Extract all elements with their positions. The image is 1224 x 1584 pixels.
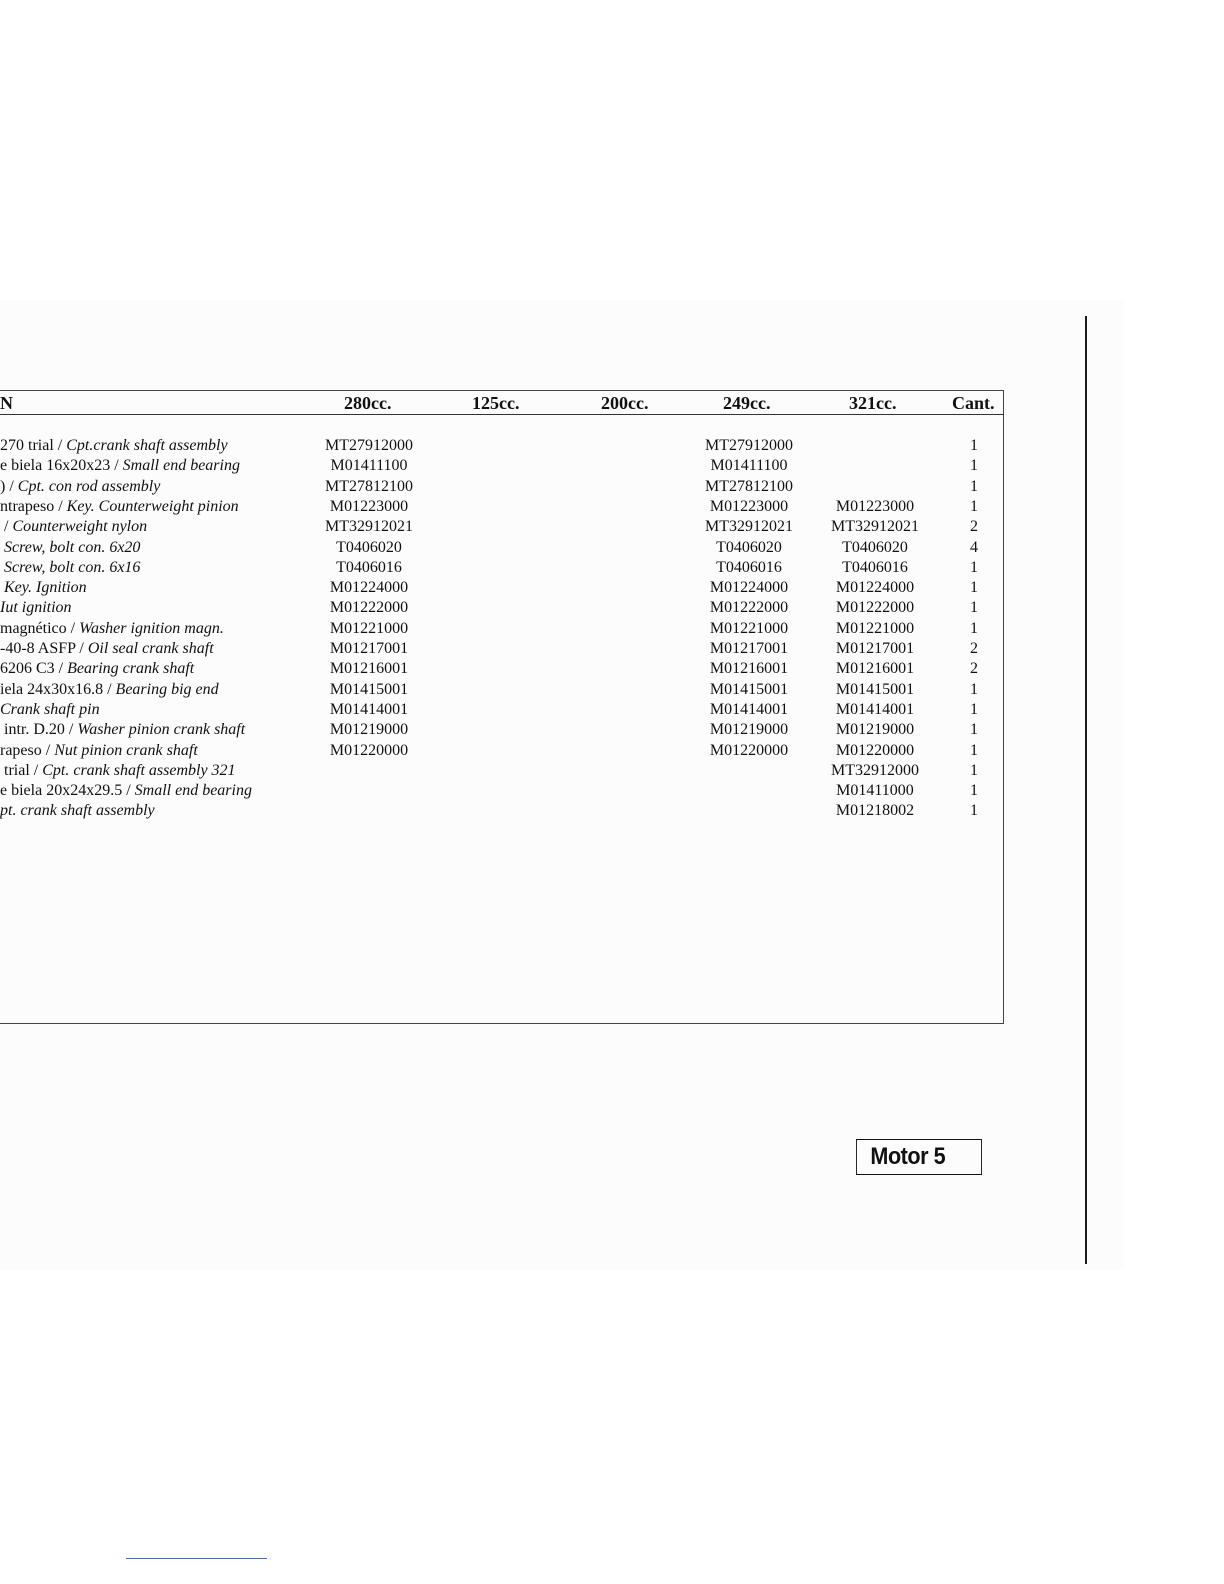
quantity-cell: 1 [970, 579, 978, 597]
table-row [0, 539, 1004, 559]
table-row [0, 762, 1004, 782]
part-number-c321: M01219000 [835, 721, 915, 739]
part-number-c321: T0406016 [842, 558, 908, 576]
part-number-c280: M01220000 [329, 741, 409, 759]
part-number-c321: M01222000 [835, 599, 915, 617]
part-number-c249: M01216001 [709, 660, 789, 678]
part-number-c280: T0406020 [336, 538, 402, 556]
description-english: pt. crank shaft assembly [0, 802, 155, 820]
part-description [0, 660, 300, 678]
table-row [0, 599, 1004, 619]
table-row [0, 802, 1004, 822]
part-description [0, 782, 300, 800]
table-row [0, 457, 1004, 477]
description-english: Crank shaft pin [0, 700, 100, 718]
quantity-cell: 1 [970, 680, 978, 698]
part-number-c321: M01414001 [835, 700, 915, 718]
quantity-cell: 1 [970, 477, 978, 495]
quantity-cell: 2 [970, 660, 978, 678]
table-row [0, 640, 1004, 660]
part-number-c280: M01415001 [329, 680, 409, 698]
description-spanish: e biela 16x20x23 / [0, 457, 123, 475]
part-number-c280: M01217001 [329, 640, 409, 657]
description-english: Cpt. con rod assembly [17, 477, 161, 495]
table-header [0, 392, 1004, 415]
header-321cc: 321cc. [849, 393, 897, 413]
part-number-c249: MT32912021 [705, 518, 793, 536]
description-english: Cpt. crank shaft assembly 321 [42, 761, 236, 779]
part-description [0, 742, 300, 760]
part-number-c249: M01224000 [709, 579, 789, 597]
part-description [0, 681, 300, 699]
table-row [0, 478, 1004, 498]
header-200cc: 200cc. [601, 393, 649, 413]
table-row [0, 620, 1004, 640]
part-number-c280: M01411100 [330, 457, 408, 475]
quantity-cell: 1 [970, 558, 978, 576]
description-spanish: iela 24x30x16.8 / [0, 680, 116, 698]
table-row [0, 559, 1004, 579]
quantity-cell: 1 [970, 761, 978, 779]
quantity-cell: 1 [970, 700, 978, 718]
part-description [0, 457, 300, 475]
part-description [0, 478, 300, 496]
quantity-cell: 1 [970, 741, 978, 759]
table-row [0, 498, 1004, 518]
part-description [0, 802, 300, 820]
quantity-cell: 1 [970, 802, 978, 820]
quantity-cell: 1 [970, 782, 978, 800]
part-number-c321: MT32912000 [831, 761, 919, 779]
quantity-cell: 1 [970, 457, 978, 475]
description-english: Bearing big end [115, 680, 219, 698]
description-english: Bearing crank shaft [67, 660, 195, 678]
table-row [0, 660, 1004, 680]
description-english: Washer ignition magn. [79, 619, 224, 637]
part-description [0, 762, 300, 780]
part-number-c280: M01219000 [329, 721, 409, 739]
description-spanish: ntrapeso / [0, 497, 67, 515]
part-number-c321: M01223000 [835, 497, 915, 515]
quantity-cell: 1 [970, 599, 978, 617]
part-number-c321: M01217001 [835, 640, 915, 657]
part-description [0, 437, 300, 455]
part-number-c321: T0406020 [842, 538, 908, 556]
part-description [0, 620, 300, 638]
part-number-c280: T0406016 [336, 558, 402, 576]
part-number-c280: MT32912021 [325, 518, 413, 536]
description-spanish: intr. D.20 / [0, 721, 78, 739]
part-description [0, 498, 300, 516]
part-number-c280: M01222000 [329, 599, 409, 617]
part-description [0, 559, 300, 577]
part-number-c249: M01223000 [709, 497, 789, 515]
part-number-c249: M01415001 [709, 680, 789, 698]
description-spanish: e biela 20x24x29.5 / [0, 782, 135, 800]
part-description [0, 539, 300, 557]
part-number-c249: MT27812100 [705, 477, 793, 495]
part-description [0, 701, 300, 719]
description-english: Counterweight nylon [12, 518, 148, 536]
table-row [0, 518, 1004, 538]
part-number-c249: T0406020 [716, 538, 782, 556]
table-row [0, 782, 1004, 802]
part-number-c249: M01221000 [709, 619, 789, 637]
quantity-cell: 1 [970, 619, 978, 637]
quantity-cell: 1 [970, 437, 978, 454]
quantity-cell: 1 [970, 721, 978, 739]
quantity-cell: 1 [970, 497, 978, 515]
part-number-c249: T0406016 [716, 558, 782, 576]
part-number-c249: M01411100 [710, 457, 788, 475]
description-english: Nut pinion crank shaft [54, 741, 198, 759]
part-number-c249: M01219000 [709, 721, 789, 739]
description-spanish: rapeso / [0, 741, 55, 759]
description-english: Washer pinion crank shaft [77, 721, 246, 739]
header-280cc: 280cc. [344, 393, 392, 413]
part-number-c280: M01221000 [329, 619, 409, 637]
page-edge-rule [1085, 316, 1087, 1264]
table-row [0, 721, 1004, 741]
description-english: Screw, bolt con. 6x16 [4, 558, 141, 576]
header-125cc: 125cc. [472, 393, 520, 413]
part-description [0, 579, 300, 597]
description-english: Key. Counterweight pinion [66, 497, 239, 515]
description-english: Oil seal crank shaft [87, 640, 214, 657]
part-number-c280: MT27812100 [325, 477, 413, 495]
part-number-c249: M01217001 [709, 640, 789, 657]
description-english: Small end bearing [122, 457, 240, 475]
table-row [0, 701, 1004, 721]
part-number-c321: MT32912021 [831, 518, 919, 536]
header-249cc: 249cc. [723, 393, 771, 413]
table-row [0, 681, 1004, 701]
table-row [0, 742, 1004, 762]
part-number-c321: M01218002 [835, 802, 915, 820]
quantity-cell: 2 [970, 640, 978, 657]
description-spanish: -40-8 ASFP / [0, 640, 88, 657]
description-english: Iut ignition [0, 599, 72, 617]
quantity-cell: 2 [970, 518, 978, 536]
part-number-c321: M01220000 [835, 741, 915, 759]
part-number-c249: M01220000 [709, 741, 789, 759]
part-number-c249: M01414001 [709, 700, 789, 718]
description-english: Screw, bolt con. 6x20 [4, 538, 141, 556]
description-english: Small end bearing [134, 782, 252, 800]
part-number-c280: MT27912000 [325, 437, 413, 454]
part-description [0, 640, 300, 658]
part-number-c321: M01221000 [835, 619, 915, 637]
description-spanish: magnético / [0, 619, 80, 637]
part-number-c280: M01224000 [329, 579, 409, 597]
part-number-c321: M01216001 [835, 660, 915, 678]
description-spanish: trial / [0, 761, 43, 779]
header-description: N [0, 393, 13, 413]
part-number-c321: M01411000 [836, 782, 914, 800]
table-row [0, 437, 1004, 457]
part-number-c280: M01223000 [329, 497, 409, 515]
part-number-c249: MT27912000 [705, 437, 793, 454]
part-number-c280: M01414001 [329, 700, 409, 718]
part-description [0, 518, 300, 536]
description-spanish: ) / [0, 477, 18, 495]
part-number-c321: M01415001 [835, 680, 915, 698]
table-row [0, 579, 1004, 599]
section-label: Motor 5 [856, 1139, 982, 1175]
description-spanish: / [0, 518, 13, 536]
description-spanish: 270 trial / [0, 437, 67, 454]
description-english: Key. Ignition [4, 579, 87, 597]
header-quantity: Cant. [952, 393, 995, 413]
description-english: Cpt.crank shaft assembly [66, 437, 228, 454]
quantity-cell: 4 [970, 538, 978, 556]
underline-mark [126, 1558, 267, 1559]
description-spanish: 6206 C3 / [0, 660, 68, 678]
part-number-c321: M01224000 [835, 579, 915, 597]
part-number-c249: M01222000 [709, 599, 789, 617]
part-description [0, 721, 300, 739]
part-number-c280: M01216001 [329, 660, 409, 678]
part-description [0, 599, 300, 617]
